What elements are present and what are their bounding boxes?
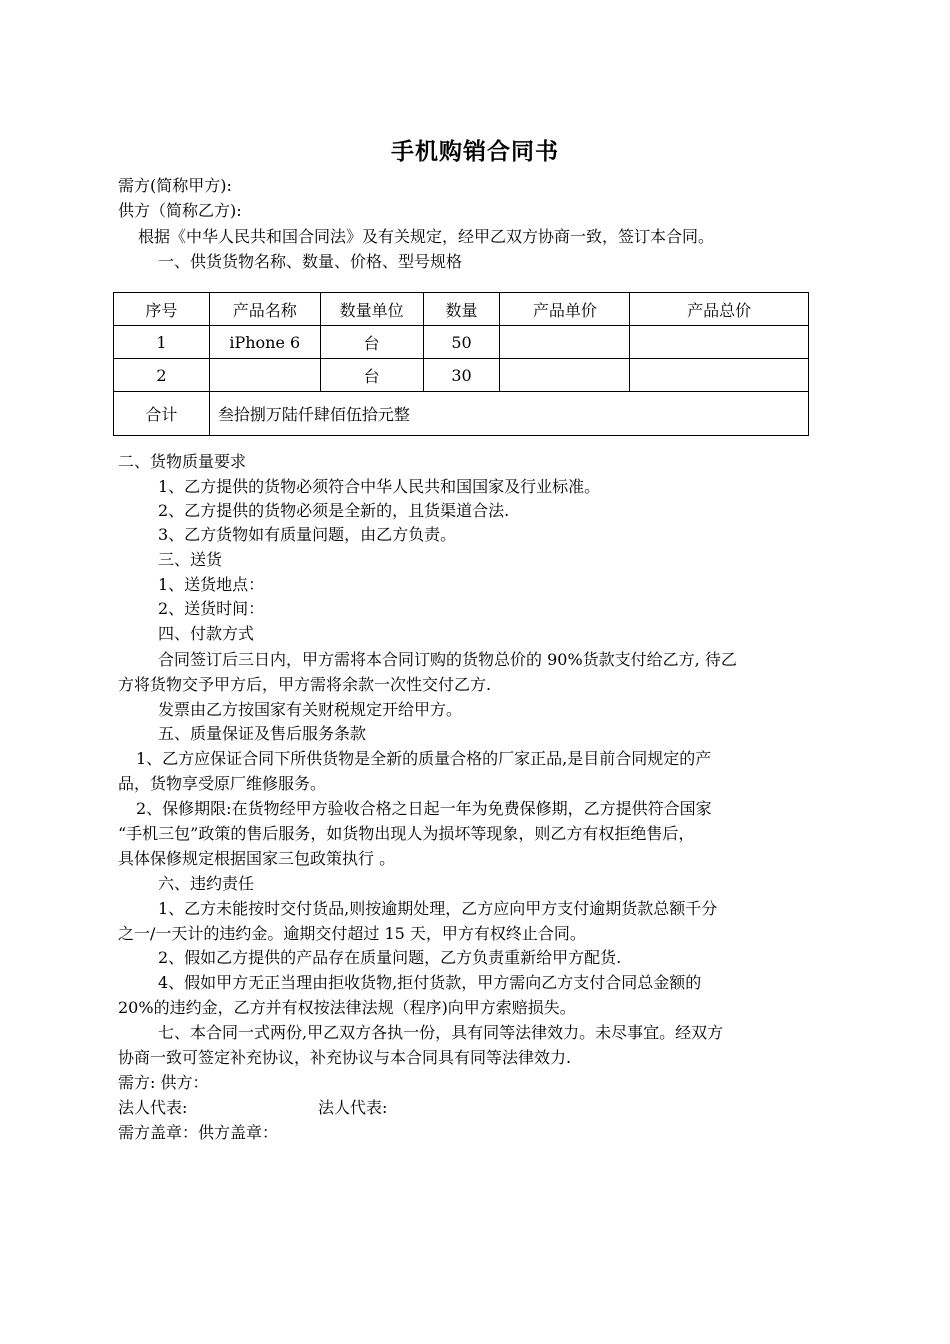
clause-2-3: 3、乙方货物如有质量问题，由乙方负责。 bbox=[158, 525, 457, 544]
section-2-heading: 二、货物质量要求 bbox=[118, 452, 247, 471]
table-cell: 30 bbox=[423, 359, 500, 392]
section-3-heading: 三、送货 bbox=[158, 550, 223, 569]
section-4-heading: 四、付款方式 bbox=[158, 624, 255, 643]
buyer-legal-rep: 法人代表: bbox=[118, 1098, 188, 1117]
table-cell bbox=[500, 326, 630, 359]
clause-6-4-line2: 20%的违约金，乙方并有权按法律法规（程序)向甲方索赔损失。 bbox=[118, 998, 576, 1017]
table-row bbox=[114, 359, 809, 392]
section-1-heading: 一、供货货物名称、数量、价格、型号规格 bbox=[158, 252, 463, 271]
table-cell bbox=[500, 359, 630, 392]
section-7-line2: 协商一致可签定补充协议，补充协议与本合同具有同等法律效力. bbox=[118, 1048, 572, 1067]
table-header: 数量单位 bbox=[320, 293, 423, 326]
clause-6-1-line1: 1、乙方未能按时交付货品,则按逾期处理，乙方应向甲方支付逾期货款总额千分 bbox=[158, 899, 718, 918]
table-header: 产品总价 bbox=[630, 293, 809, 326]
section-5-heading: 五、质量保证及售后服务条款 bbox=[158, 724, 367, 743]
table-header: 产品单价 bbox=[500, 293, 630, 326]
clause-5-1-line1: 1、乙方应保证合同下所供货物是全新的质量合格的厂家正品,是目前合同规定的产 bbox=[136, 749, 712, 768]
clause-4-2: 发票由乙方按国家有关财税规定开给甲方。 bbox=[158, 700, 463, 719]
clause-3-1: 1、送货地点： bbox=[158, 575, 265, 594]
clause-2-1: 1、乙方提供的货物必须符合中华人民共和国国家及行业标准。 bbox=[158, 477, 601, 496]
section-7-line1: 七、本合同一式两份,甲乙双方各执一份，具有同等法律效力。未尽事宜。经双方 bbox=[158, 1023, 724, 1042]
clause-5-2-line1: 2、保修期限:在货物经甲方验收合格之日起一年为免费保修期，乙方提供符合国家 bbox=[136, 799, 712, 818]
seller-line: 供方（简称乙方): bbox=[118, 201, 242, 220]
table-cell bbox=[209, 359, 320, 392]
clause-5-2-line3: 具体保修规定根据国家三包政策执行 。 bbox=[118, 849, 396, 868]
table-cell: 2 bbox=[114, 359, 210, 392]
total-value: 叁拾捌万陆仟肆佰伍拾元整 bbox=[209, 392, 808, 436]
signature-parties: 需方: 供方： bbox=[118, 1073, 209, 1092]
table-cell: 1 bbox=[114, 326, 210, 359]
seller-legal-rep: 法人代表: bbox=[318, 1098, 388, 1117]
page-title: 手机购销合同书 bbox=[391, 138, 559, 165]
table-header: 数量 bbox=[423, 293, 500, 326]
clause-6-4-line1: 4、假如甲方无正当理由拒收货物,拒付货款，甲方需向乙方支付合同总金额的 bbox=[158, 973, 702, 992]
table-header: 产品名称 bbox=[209, 293, 320, 326]
table-cell bbox=[630, 326, 809, 359]
clause-6-1-line2: 之一/一天计的违约金。逾期交付超过 15 天，甲方有权终止合同。 bbox=[118, 924, 586, 943]
clause-4-1-line1: 合同签订后三日内，甲方需将本合同订购的货物总价的 90%货款支付给乙方, 待乙 bbox=[158, 650, 737, 669]
total-label: 合计 bbox=[114, 392, 210, 436]
table-cell: 台 bbox=[320, 326, 423, 359]
clause-5-1-line2: 品，货物享受原厂维修服务。 bbox=[118, 774, 327, 793]
buyer-line: 需方(简称甲方): bbox=[118, 176, 232, 195]
goods-table bbox=[113, 292, 809, 436]
table-cell: 台 bbox=[320, 359, 423, 392]
clause-3-2: 2、送货时间： bbox=[158, 599, 265, 618]
table-cell: 50 bbox=[423, 326, 500, 359]
table-header-row bbox=[114, 293, 809, 326]
intro-text: 根据《中华人民共和国合同法》及有关规定，经甲乙双方协商一致，签订本合同。 bbox=[138, 227, 715, 246]
table-header: 序号 bbox=[114, 293, 210, 326]
table-cell: iPhone 6 bbox=[209, 326, 320, 359]
table-cell bbox=[630, 359, 809, 392]
clause-4-1-line2: 方将货物交予甲方后，甲方需将余款一次性交付乙方. bbox=[118, 675, 492, 694]
clause-6-2: 2、假如乙方提供的产品存在质量问题，乙方负责重新给甲方配货. bbox=[158, 948, 622, 967]
section-6-heading: 六、违约责任 bbox=[158, 874, 255, 893]
table-row bbox=[114, 326, 809, 359]
seal-line: 需方盖章：供方盖章： bbox=[118, 1123, 279, 1142]
clause-2-2: 2、乙方提供的货物必须是全新的，且货渠道合法. bbox=[158, 501, 510, 520]
clause-5-2-line2: “手机三包”政策的售后服务，如货物出现人为损坏等现象，则乙方有权拒绝售后， bbox=[118, 824, 695, 843]
table-total-row bbox=[114, 392, 809, 436]
